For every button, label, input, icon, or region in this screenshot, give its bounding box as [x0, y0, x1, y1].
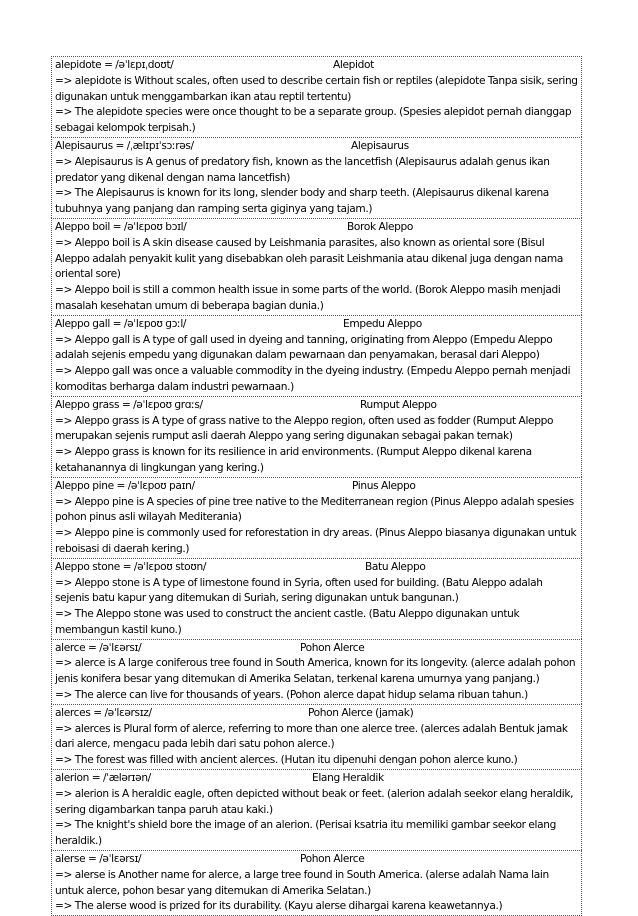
entry-translation: Batu Aleppo: [365, 560, 426, 573]
entry-heading: [55, 706, 579, 722]
entry-example: => Aleppo pine is commonly used for reforestation in dry areas. (Pinus Aleppo biasanya digunakan untuk reboisasi di daerah kering.): [55, 527, 577, 555]
entry-example: => The alerse wood is prized for its durability. (Kayu alerse dihargai karena keawetannya.): [55, 900, 503, 913]
entry-heading: [55, 58, 579, 74]
entry-translation: Alepisaurus: [351, 139, 409, 152]
entry-heading: [55, 771, 579, 787]
entry-term: Aleppo boil = /əˈlɛpoʊ bɔɪl/: [55, 220, 187, 233]
entry-heading: [55, 560, 579, 576]
entry-translation: Borok Aleppo: [347, 220, 413, 233]
entry-term: Alepisaurus = /ˌælɪpɪˈsɔːrəs/: [55, 139, 194, 152]
entry-example: => The knight's shield bore the image of an alerion. (Perisai ksatria itu memiliki gambar seekor elang heraldik.): [55, 819, 557, 848]
entry-term: alerces = /əˈlɛərsɪz/: [55, 706, 152, 719]
entry-term: alerse = /əˈlɛərsɪ/: [55, 853, 142, 866]
dictionary-page: [51, 56, 582, 916]
entry-definition: => alerces is Plural form of alerce, referring to more than one alerce tree. (alerces adalah Bentuk jamak dari alerce, mengacu pada lebih dari satu pohon alerce.): [55, 722, 568, 751]
entry-example: => Aleppo grass is known for its resilience in arid environments. (Rumput Aleppo dikenal karena ketahanannya di lingkungan yang kering.): [55, 446, 532, 474]
entry-aleppo-pine: [51, 477, 582, 558]
entry-example: => The alerce can live for thousands of years. (Pohon alerce dapat hidup selama ribuan tahun.): [55, 689, 528, 702]
entry-alepisaurus: [51, 137, 582, 218]
entry-term: Aleppo stone = /əˈlɛpoʊ stoʊn/: [55, 560, 207, 573]
entry-aleppo-stone: [51, 558, 582, 639]
entry-definition: => Aleppo grass is A type of grass native to the Aleppo region, often used as fodder (Rumput Aleppo merupakan sejenis rumput asli daerah Aleppo yang sering digunakan sebagai pakan ternak): [55, 414, 554, 443]
entry-alerce: [51, 639, 582, 704]
entry-heading: [55, 139, 579, 155]
entry-translation: Elang Heraldik: [312, 772, 384, 785]
entry-alerces: [51, 704, 582, 769]
entry-definition: => Aleppo boil is A skin disease caused by Leishmania parasites, also known as oriental sore (Bisul Aleppo adalah penyakit kulit yang disebabkan oleh parasit Leishmania atau dikenal juga dengan nama oriental sore): [55, 236, 564, 281]
entry-term: Aleppo grass = /əˈlɛpoʊ ɡrɑːs/: [55, 398, 203, 411]
entry-translation: Empedu Aleppo: [343, 317, 422, 330]
entry-translation: Pohon Alerce: [300, 641, 365, 654]
entry-example: => The Aleppo stone was used to construct the ancient castle. (Batu Aleppo digunakan untuk membangun kastil kuno.): [55, 608, 520, 636]
entry-definition: => alerion is A heraldic eagle, often depicted without beak or feet. (alerion adalah seekor elang heraldik, sering digambarkan tanpa paruh atau kaki.): [55, 787, 574, 816]
entry-definition: => Alepisaurus is A genus of predatory fish, known as the lancetfish (Alepisaurus adalah genus ikan predator yang dikenal dengan nama lancetfish): [55, 155, 550, 184]
entry-definition: => alerse is Another name for alerce, a large tree found in South America. (alerse adalah Nama lain untuk alerce, pohon besar yang ditemukan di Amerika Selatan.): [55, 868, 549, 897]
entry-heading: [55, 220, 579, 236]
entry-heading: [55, 852, 579, 868]
entry-heading: [55, 317, 579, 333]
entry-example: => Aleppo gall was once a valuable commodity in the dyeing industry. (Empedu Aleppo pernah menjadi komoditas berharga dalam industri pewarnaan.): [55, 365, 571, 393]
entry-translation: Alepidot: [333, 59, 374, 71]
entry-heading: [55, 641, 579, 657]
entry-example: => Aleppo boil is still a common health issue in some parts of the world. (Borok Aleppo masih menjadi masalah kesehatan umum di beberapa bagian dunia.): [55, 284, 561, 312]
entry-alepidote: [51, 56, 582, 137]
entry-term: alerce = /əˈlɛərsɪ/: [55, 641, 142, 654]
entry-term: Aleppo pine = /əˈlɛpoʊ paɪn/: [55, 479, 195, 492]
entry-translation: Pinus Aleppo: [352, 479, 416, 492]
entry-aleppo-grass: [51, 396, 582, 477]
entry-aleppo-boil: [51, 218, 582, 315]
entry-definition: => Aleppo pine is A species of pine tree native to the Mediterranean region (Pinus Aleppo adalah spesies pohon pinus asli wilayah Mediterania): [55, 495, 574, 524]
entry-example: => The alepidote species were once thought to be a separate group. (Spesies alepidot pernah dianggap sebagai kelompok terpisah.): [55, 106, 572, 135]
entry-aleppo-gall: [51, 315, 582, 396]
entry-definition: => alerce is A large coniferous tree found in South America, known for its longevity. (alerce adalah pohon jenis konifera besar yang ditemukan di Amerika Selatan, terkenal karena umurnya yang panjang.): [55, 657, 576, 686]
entry-definition: => Aleppo gall is A type of gall used in dyeing and tanning, originating from Aleppo (Empedu Aleppo adalah sejenis empedu yang digunakan dalam pewarnaan dan penyamakan, berasal dari Aleppo): [55, 333, 553, 362]
entry-alerse: [51, 850, 582, 916]
entry-heading: [55, 398, 579, 414]
entry-term: alerion = /ˈælərɪən/: [55, 772, 151, 785]
entry-term: Aleppo gall = /əˈlɛpoʊ ɡɔːl/: [55, 317, 187, 330]
entry-example: => The Alepisaurus is known for its long, slender body and sharp teeth. (Alepisaurus dikenal karena tubuhnya yang panjang dan ramping serta giginya yang tajam.): [55, 187, 549, 216]
entry-translation: Rumput Aleppo: [360, 398, 437, 411]
entry-term: alepidote = /əˈlɛpɪˌdoʊt/: [55, 59, 174, 71]
entry-translation: Pohon Alerce: [300, 853, 365, 866]
entry-definition: => alepidote is Without scales, often used to describe certain fish or reptiles (alepidote Tanpa sisik, sering digunakan untuk menggambarkan ikan atau reptil tertentu): [55, 74, 578, 103]
entry-heading: [55, 479, 579, 495]
entry-translation: Pohon Alerce (jamak): [308, 706, 414, 719]
entry-example: => The forest was filled with ancient alerces. (Hutan itu dipenuhi dengan pohon alerce kuno.): [55, 754, 518, 767]
entry-alerion: [51, 769, 582, 850]
entry-definition: => Aleppo stone is A type of limestone found in Syria, often used for building. (Batu Aleppo adalah sejenis batu kapur yang ditemukan di Suriah, sering digunakan untuk bangunan.): [55, 576, 543, 605]
